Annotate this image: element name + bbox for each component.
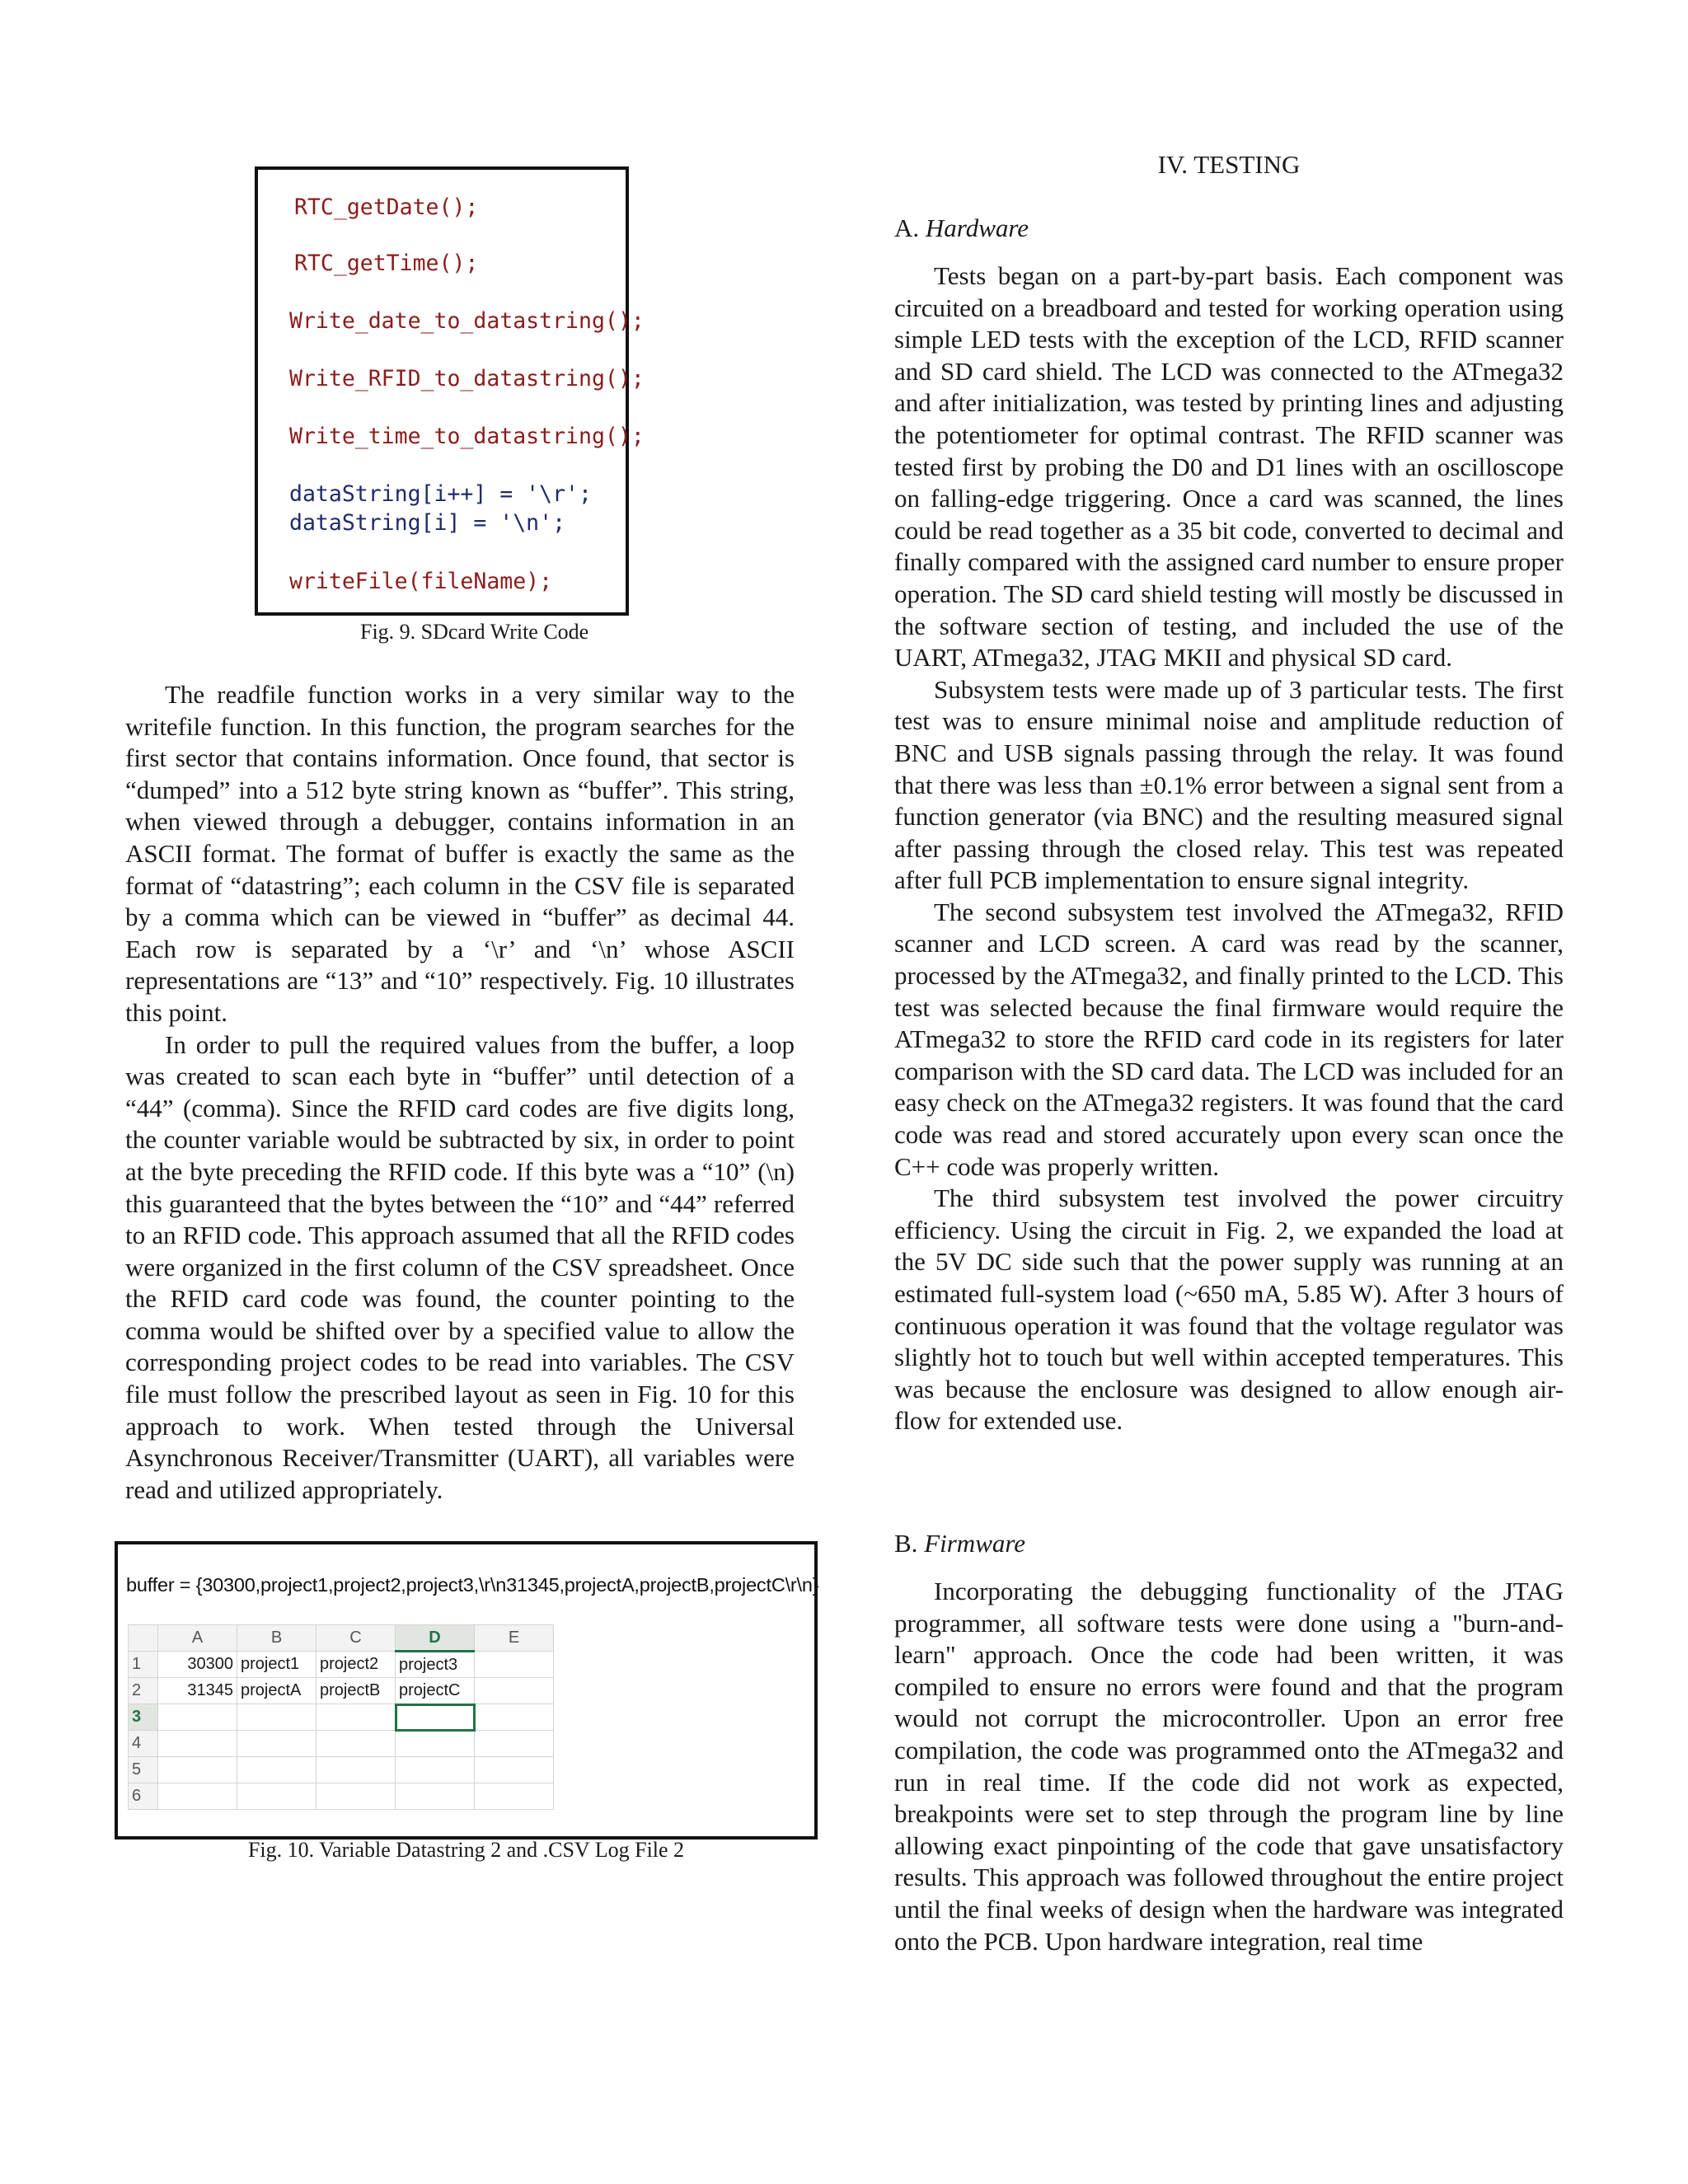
code-line-write-time: Write_time_to_datastring(); — [289, 424, 645, 449]
cell[interactable] — [396, 1757, 475, 1783]
firmware-text — [894, 1576, 1564, 1957]
paragraph-subsystem-rfid-lcd: The second subsystem test involved the ATmega32, RFID scanner and LCD screen. A card was read by the scanner, processed by the ATmega32, and finally printed to the LCD. This test was selected because the final firmware would require the ATmega32 to store the RFID card code in its registers for later comparison with the SD card data. The LCD was included for an easy check on the ATmega32 registers. It was found that the card code was read and stored accurately upon every scan once the C++ code was properly written. — [894, 897, 1564, 1181]
paragraph-part-tests: Tests began on a part-by-part basis. Each component was circuited on a breadboard and tested for working operation using simple LED tests with the exception of the LCD, RFID scanner and SD card shield. The LCD was connected to the ATmega32 and after initialization, was tested by printing lines and adjusting the potentiometer for optimal contrast. The RFID scanner was tested first by probing the D0 and D1 lines with an oscilloscope on falling-edge triggering. Once a card was scanned, the lines could be read together as a 35 bit code, converted to decimal and finally compared with the assigned card number to ensure proper operation. The SD card shield testing will mostly be discussed in the software section of testing, and included the use of the UART, ATmega32, JTAG MKII and physical SD card. — [894, 261, 1564, 673]
column-header-c[interactable]: C — [316, 1625, 396, 1652]
table-row — [129, 1757, 554, 1783]
cell[interactable] — [475, 1704, 554, 1731]
cell[interactable] — [237, 1731, 316, 1757]
cell[interactable] — [396, 1731, 475, 1757]
cell[interactable] — [316, 1704, 396, 1731]
row-header[interactable]: 2 — [129, 1678, 158, 1704]
subsection-a-title: Hardware — [925, 213, 1029, 242]
active-cell[interactable] — [396, 1704, 475, 1731]
row-header[interactable]: 4 — [129, 1731, 158, 1757]
column-header-d[interactable]: D — [396, 1625, 475, 1652]
subsection-b-title: Firmware — [924, 1529, 1026, 1558]
code-line-write-rfid: Write_RFID_to_datastring(); — [289, 366, 645, 391]
cell[interactable] — [237, 1704, 316, 1731]
cell[interactable] — [158, 1704, 237, 1731]
table-row — [129, 1678, 554, 1704]
paragraph-readfile: The readfile function works in a very similar way to the writefile function. In this function, the program searches for the first sector that contains information. Once found, that sector is “dumped” into a 512 byte string known as “buffer”. This string, when viewed through a debugger, contains information in an ASCII format. The format of buffer is exactly the same as the format of “datastring”; each column in the CSV file is separated by a comma which can be viewed in “buffer” as decimal 44. Each row is separated by a ‘\r’ and ‘\n’ whose ASCII representations are “13” and “10” respectively. Fig. 10 illustrates this point. — [125, 680, 795, 1027]
table-row — [129, 1783, 554, 1810]
table-row — [129, 1731, 554, 1757]
cell[interactable] — [237, 1783, 316, 1810]
cell[interactable] — [475, 1731, 554, 1757]
csv-spreadsheet — [128, 1624, 554, 1810]
row-header[interactable]: 6 — [129, 1783, 158, 1810]
cell[interactable]: project2 — [316, 1652, 396, 1678]
column-header-e[interactable]: E — [475, 1625, 554, 1652]
paragraph-burn-and-learn: Incorporating the debugging functionality of the JTAG programmer, all software tests were done using a "burn-and-learn" approach. Once the code had been written, it was compiled to ensure no errors were found and that the program would not corrupt the microcontroller. Upon an error free compilation, the code was programmed onto the ATmega32 and run in real time. If the code did not work as expected, breakpoints were set to step through the program line by line allowing exact pinpointing of the code that gave unsatisfactory results. This approach was followed throughout the entire project until the final weeks of design when the hardware was integrated onto the PCB. Upon hardware integration, real time — [894, 1577, 1564, 1956]
code-line-rtc-getdate: RTC_getDate(); — [294, 194, 479, 220]
cell[interactable] — [475, 1652, 554, 1678]
paragraph-subsystem-power: The third subsystem test involved the power circuitry efficiency. Using the circuit in Fig. 2, we expanded the load at the 5V DC side such that the power supply was running at an estimated full-system load (~650 mA, 5.85 W). After 3 hours of continuous operation it was found that the voltage regulator was slightly hot to touch but well within accepted temperatures. This was because the enclosure was designed to allow enough air-flow for extended use. — [894, 1183, 1564, 1436]
cell[interactable] — [475, 1783, 554, 1810]
code-line-datastring-lf: dataString[i] = '\n'; — [289, 510, 566, 536]
column-header-a[interactable]: A — [158, 1625, 237, 1652]
cell[interactable] — [237, 1757, 316, 1783]
cell[interactable]: projectA — [237, 1678, 316, 1704]
cell[interactable] — [316, 1783, 396, 1810]
section-title: IV. TESTING — [1157, 150, 1301, 179]
code-line-write-date: Write_date_to_datastring(); — [289, 308, 645, 334]
cell[interactable] — [158, 1783, 237, 1810]
cell[interactable] — [316, 1757, 396, 1783]
figure-10-caption: Fig. 10. Variable Datastring 2 and .CSV Log File 2 — [247, 1838, 685, 1862]
table-row — [129, 1704, 554, 1731]
select-all-corner[interactable] — [129, 1625, 158, 1652]
cell[interactable]: 30300 — [158, 1652, 237, 1678]
code-line-datastring-cr: dataString[i++] = '\r'; — [289, 481, 592, 507]
paragraph-subsystem-relay: Subsystem tests were made up of 3 particular tests. The first test was to ensure minimal noise and amplitude reduction of BNC and USB signals passing through the relay. It was found that there was less than ±0.1% error between a signal sent from a function generator (via BNC) and the resulting measured signal after passing through the closed relay. This test was repeated after full PCB implementation to ensure signal integrity. — [894, 674, 1564, 895]
code-line-rtc-gettime: RTC_getTime(); — [294, 251, 479, 276]
figure-9-caption: Fig. 9. SDcard Write Code — [360, 620, 589, 644]
cell[interactable] — [316, 1731, 396, 1757]
subsection-a-heading — [894, 213, 1029, 243]
row-header[interactable]: 1 — [129, 1652, 158, 1678]
cell[interactable]: projectB — [316, 1678, 396, 1704]
figure-10-box — [115, 1541, 818, 1840]
figure-9-code-box — [255, 166, 645, 616]
left-column-text — [125, 679, 795, 1506]
subsection-b-letter: B. — [894, 1529, 918, 1558]
cell[interactable] — [475, 1757, 554, 1783]
cell[interactable] — [396, 1783, 475, 1810]
column-header-row — [129, 1625, 554, 1652]
cell[interactable] — [158, 1731, 237, 1757]
column-header-b[interactable]: B — [237, 1625, 316, 1652]
table-row — [129, 1652, 554, 1678]
cell[interactable]: project1 — [237, 1652, 316, 1678]
row-header[interactable]: 3 — [129, 1704, 158, 1731]
cell[interactable] — [475, 1678, 554, 1704]
subsection-b-heading — [894, 1529, 1025, 1558]
row-header[interactable]: 5 — [129, 1757, 158, 1783]
cell[interactable] — [158, 1757, 237, 1783]
code-line-writefile: writeFile(fileName); — [289, 569, 553, 594]
cell[interactable]: 31345 — [158, 1678, 237, 1704]
subsection-a-letter: A. — [894, 213, 920, 242]
hardware-text — [894, 260, 1564, 1437]
cell[interactable]: projectC — [396, 1678, 475, 1704]
buffer-string: buffer = {30300,project1,project2,project3,\r\n31345,projectA,projectB,projectC\r\n} — [126, 1574, 819, 1596]
cell[interactable]: project3 — [396, 1652, 475, 1678]
paragraph-buffer-loop: In order to pull the required values from the buffer, a loop was created to scan each byte in “buffer” until detection of a “44” (comma). Since the RFID card codes are five digits long, the counter variable would be subtracted by six, in order to point at the byte preceding the RFID code. If this byte was a “10” (\n) this guaranteed that the bytes between the “10” and “44” referred to an RFID code. This approach assumed that all the RFID codes were organized in the first column of the CSV spreadsheet. Once the RFID card code was found, the counter pointing to the comma would be shifted over by a specified value to allow the corresponding project codes to be read into variables. The CSV file must follow the prescribed layout as seen in Fig. 10 for this approach to work. When tested through the Universal Asynchronous Receiver/Transmitter (UART), all variables were read and utilized appropriately. — [125, 1029, 795, 1504]
